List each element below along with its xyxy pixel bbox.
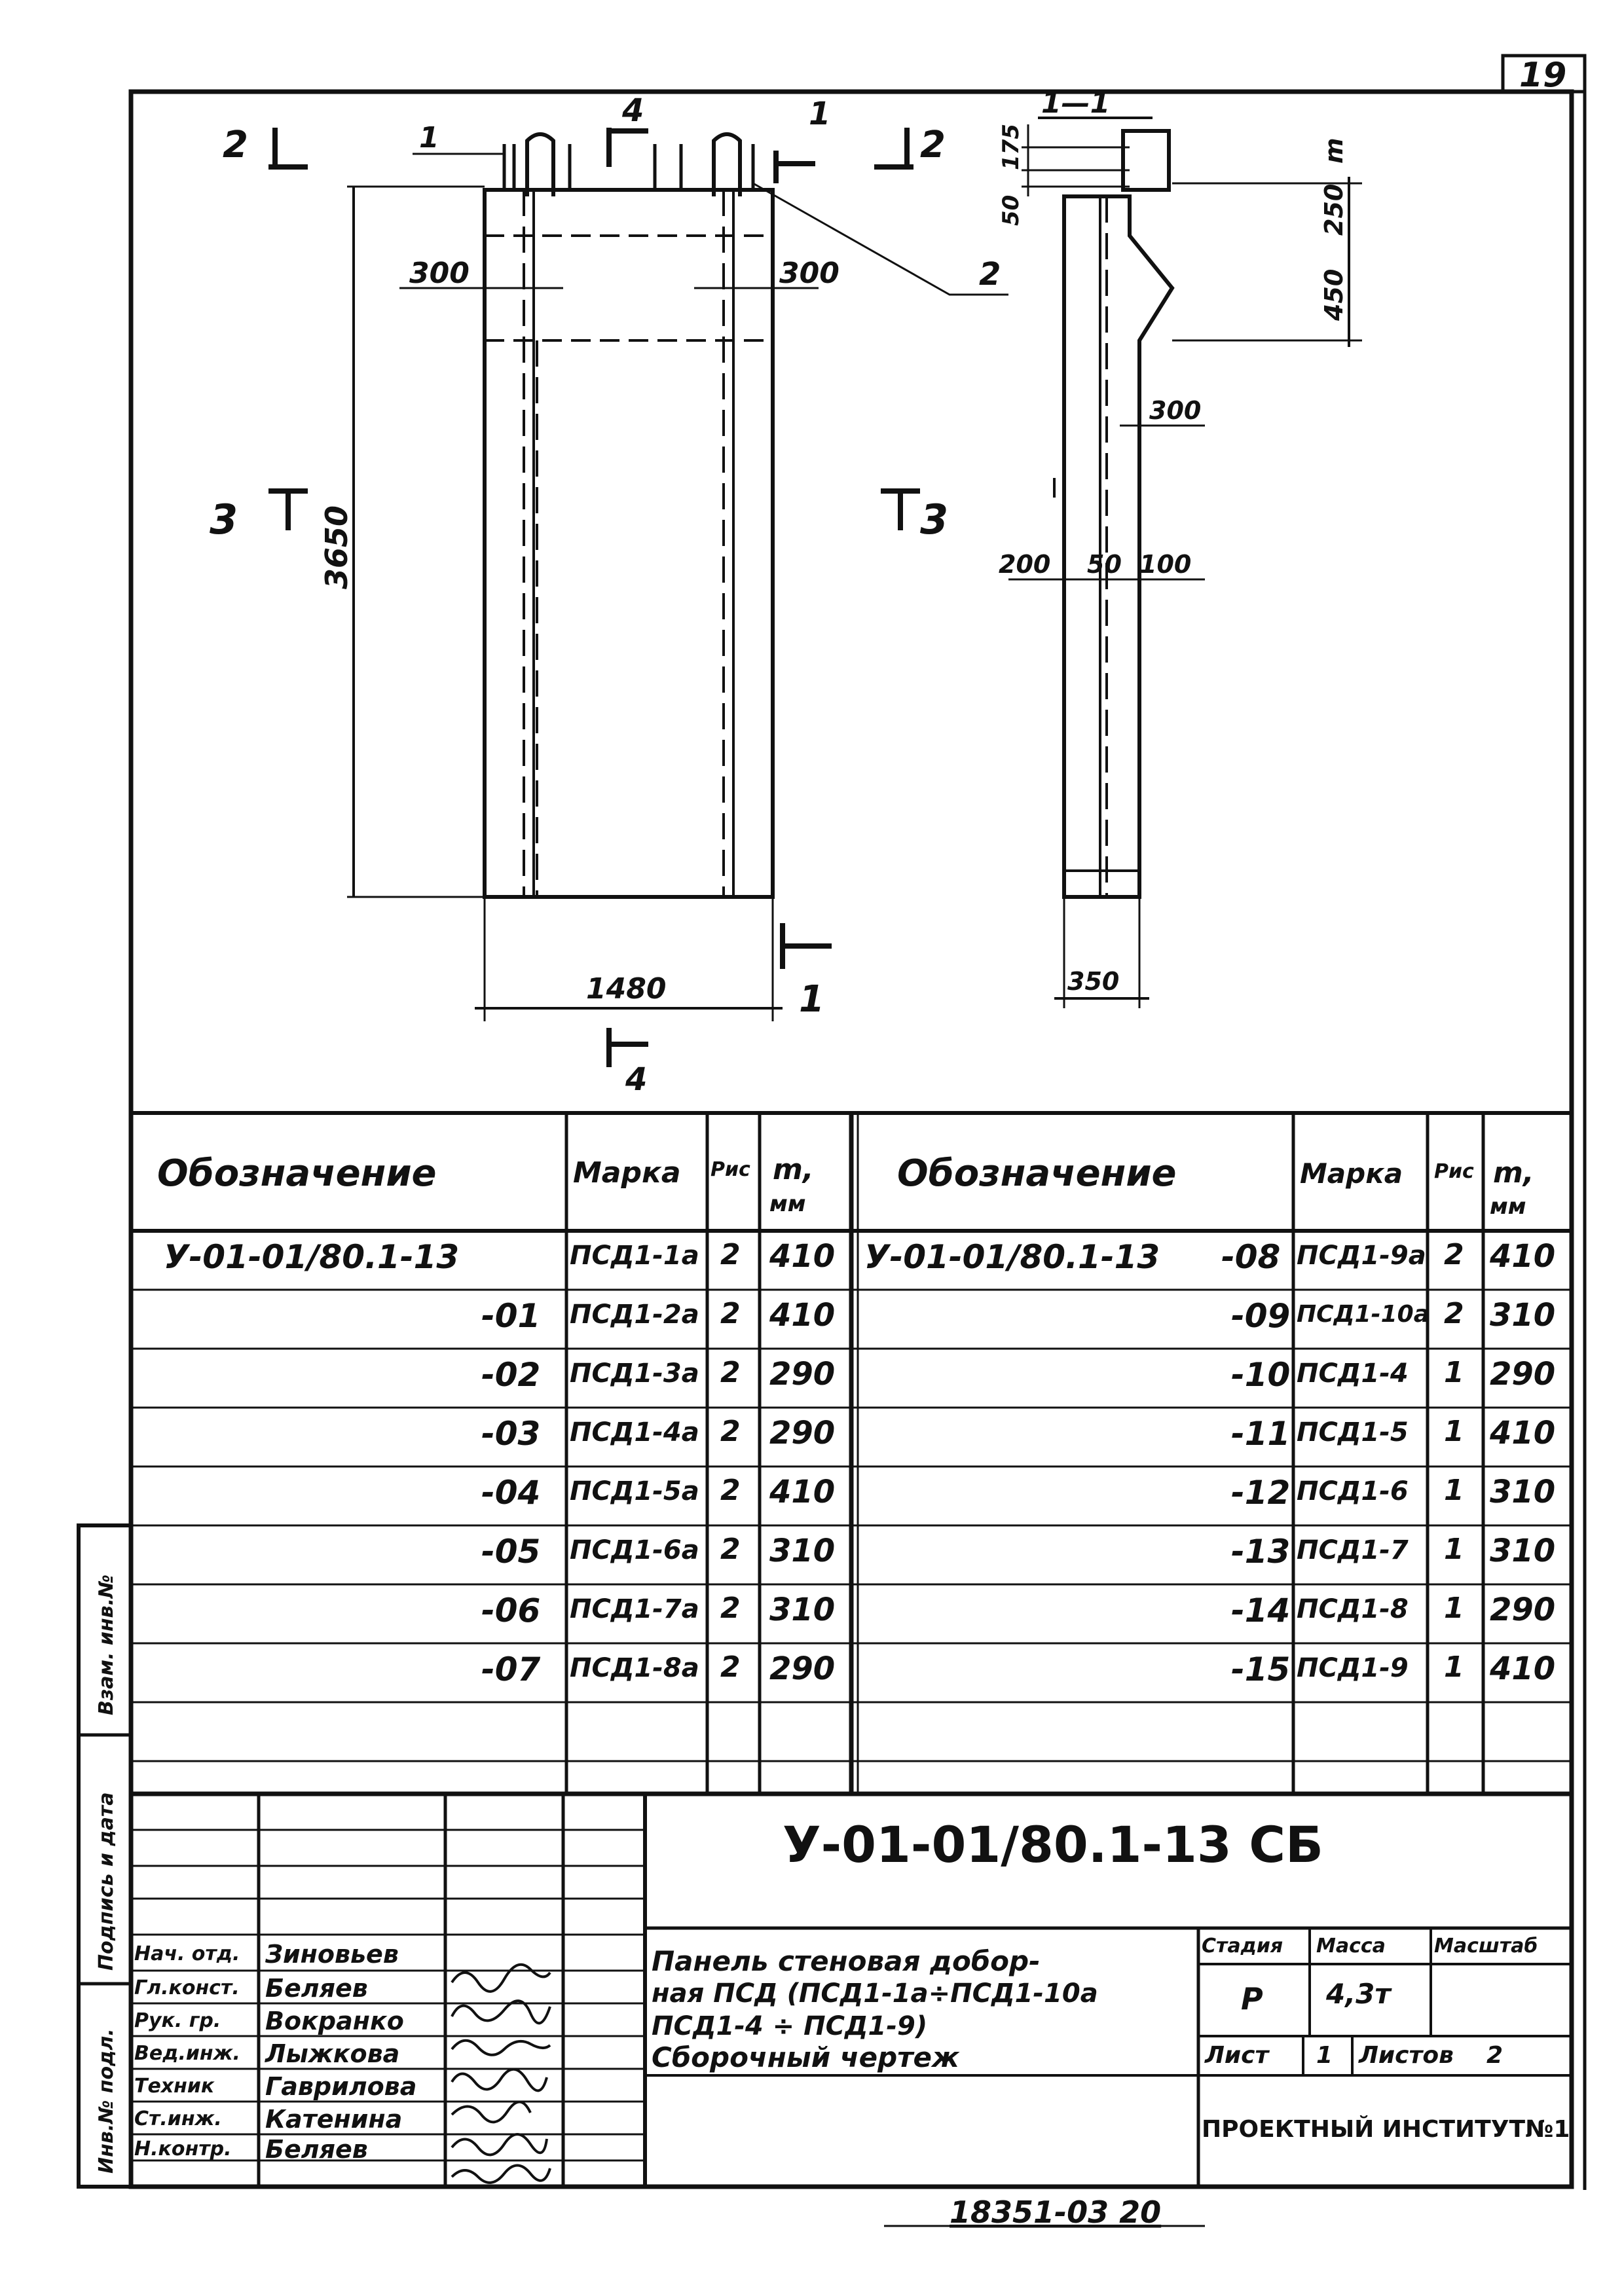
sheet-value: 1 xyxy=(1316,2042,1333,2069)
table-row-fig: 2 xyxy=(720,1415,741,1448)
header-fig-left: Рис xyxy=(710,1158,750,1181)
sheets-label: Листов xyxy=(1359,2042,1454,2069)
dim-50b: 50 xyxy=(1087,550,1122,579)
inv-orig-label: Инв.№ подл. xyxy=(95,2028,118,2174)
dim-300-right: 300 xyxy=(779,257,840,290)
signature-role: Вед.инж. xyxy=(134,2042,240,2065)
signature-name: Гаврилова xyxy=(265,2072,417,2101)
header-m-right: m, xyxy=(1493,1156,1534,1190)
dim-1480: 1480 xyxy=(586,972,667,1006)
section-2-right: 2 xyxy=(920,124,946,166)
signature-role: Нач. отд. xyxy=(134,1942,240,1965)
table-row-suffix: -02 xyxy=(481,1356,541,1394)
sheet-label: Лист xyxy=(1205,2042,1269,2069)
stage-label: Стадия xyxy=(1202,1935,1283,1958)
section-1-1-title: 1—1 xyxy=(1041,86,1111,120)
section-2-left: 2 xyxy=(223,124,248,166)
table-row-m: 310 xyxy=(769,1592,836,1628)
dim-300-side: 300 xyxy=(1149,396,1202,425)
spec-table-grid xyxy=(131,1113,1572,1794)
table-row-fig: 2 xyxy=(720,1650,741,1684)
table-row-fig: 1 xyxy=(1444,1415,1464,1448)
table-row-suffix: -09 xyxy=(1231,1297,1291,1335)
signature-scribbles xyxy=(452,1965,550,2183)
table-row-m: 290 xyxy=(1490,1356,1556,1393)
header-mm-left: мм xyxy=(769,1191,806,1217)
section-1-top: 1 xyxy=(809,96,831,132)
table-row-suffix: -14 xyxy=(1231,1592,1291,1630)
table-row-mark: ПСД1-5а xyxy=(570,1476,699,1506)
table-row-m: 410 xyxy=(769,1474,836,1510)
signature-name: Зиновьев xyxy=(265,1940,399,1969)
table-row-m: 310 xyxy=(1490,1297,1556,1334)
table-row-suffix: -08 xyxy=(1221,1238,1281,1276)
header-designation-left: Обозначение xyxy=(157,1152,437,1195)
signature-name: Лыжкова xyxy=(265,2039,400,2068)
table-row-m: 290 xyxy=(769,1356,836,1393)
header-mark-left: Марка xyxy=(573,1156,681,1190)
section-3-left: 3 xyxy=(210,496,238,543)
dim-3650: 3650 xyxy=(319,505,354,589)
table-row-fig: 2 xyxy=(720,1238,741,1271)
description-line-3: ПСД1-4 ÷ ПСД1-9) xyxy=(652,2011,928,2041)
table-row-fig: 2 xyxy=(720,1297,741,1330)
table-row-suffix: -03 xyxy=(481,1415,541,1453)
table-row-suffix: -05 xyxy=(481,1533,541,1571)
dim-200: 200 xyxy=(999,550,1051,579)
signature-name: Катенина xyxy=(265,2105,403,2134)
table-row-fig: 1 xyxy=(1444,1533,1464,1566)
organization-name: ПРОЕКТНЫЙ ИНСТИТУТ№1 xyxy=(1202,2116,1570,2143)
table-row-m: 290 xyxy=(1490,1592,1556,1628)
table-row-fig: 2 xyxy=(720,1533,741,1566)
section-1-bottom: 1 xyxy=(799,978,824,1021)
table-row-fig: 1 xyxy=(1444,1592,1464,1625)
signature-role: Ст.инж. xyxy=(134,2107,222,2130)
description-line-4: Сборочный чертеж xyxy=(652,2041,959,2073)
section-4-bottom: 4 xyxy=(625,1061,648,1098)
table-row-suffix: -13 xyxy=(1231,1533,1291,1571)
table-row-m: 410 xyxy=(1490,1650,1556,1687)
table-row-fig: 2 xyxy=(720,1356,741,1389)
table-row-fig: 1 xyxy=(1444,1650,1464,1684)
section-3-right: 3 xyxy=(920,496,949,543)
table-row-fig: 2 xyxy=(1444,1297,1464,1330)
footer-code: 18351-03 20 xyxy=(950,2195,1162,2230)
signature-name: Беляев xyxy=(265,2135,368,2164)
description-line-1: Панель стеновая добор- xyxy=(652,1945,1041,1977)
header-designation-right: Обозначение xyxy=(897,1152,1177,1195)
table-row-fig: 1 xyxy=(1444,1474,1464,1507)
table-row-suffix: -15 xyxy=(1231,1650,1291,1688)
stage-value: Р xyxy=(1241,1981,1263,2016)
table-row-suffix: -04 xyxy=(481,1474,541,1512)
page-number: 19 xyxy=(1519,56,1567,95)
description-line-2: ная ПСД (ПСД1-1а÷ПСД1-10а xyxy=(652,1978,1098,2009)
left-base-designation: У-01-01/80.1-13 xyxy=(164,1238,460,1276)
signature-role: Гл.конст. xyxy=(134,1977,240,1999)
table-row-fig: 2 xyxy=(1444,1238,1464,1271)
dim-50: 50 xyxy=(998,194,1024,226)
mass-value: 4,3т xyxy=(1326,1978,1391,2010)
scale-label: Масштаб xyxy=(1434,1935,1538,1958)
table-row-fig: 2 xyxy=(720,1474,741,1507)
sheets-value: 2 xyxy=(1486,2042,1504,2069)
table-row-suffix: -01 xyxy=(481,1297,541,1335)
table-row-mark: ПСД1-6 xyxy=(1297,1476,1409,1506)
table-row-mark: ПСД1-8 xyxy=(1297,1594,1409,1624)
table-row-mark: ПСД1-5 xyxy=(1297,1417,1409,1448)
table-row-suffix: -07 xyxy=(481,1650,541,1688)
table-row-mark: ПСД1-4а xyxy=(570,1417,699,1448)
signature-role: Техник xyxy=(134,2075,215,2098)
table-row-suffix: -10 xyxy=(1231,1356,1291,1394)
table-row-suffix: -12 xyxy=(1231,1474,1291,1512)
header-mm-right: мм xyxy=(1490,1194,1526,1220)
section-4-top: 4 xyxy=(622,92,644,129)
document-code: У-01-01/80.1-13 СБ xyxy=(783,1815,1323,1874)
table-row-m: 290 xyxy=(769,1415,836,1451)
sign-date-label: Подпись и дата xyxy=(95,1792,118,1971)
table-row-m: 410 xyxy=(1490,1415,1556,1451)
table-row-fig: 2 xyxy=(720,1592,741,1625)
dim-450: 450 xyxy=(1320,268,1348,321)
table-row-m: 310 xyxy=(1490,1533,1556,1569)
table-row-suffix: -11 xyxy=(1231,1415,1291,1453)
table-row-mark: ПСД1-4 xyxy=(1297,1358,1409,1389)
header-fig-right: Рис xyxy=(1434,1160,1474,1183)
table-row-mark: ПСД1-9а xyxy=(1297,1241,1426,1271)
table-row-mark: ПСД1-6а xyxy=(570,1535,699,1565)
dim-175: 175 xyxy=(998,124,1024,170)
header-mark-right: Марка xyxy=(1300,1157,1403,1190)
table-row-mark: ПСД1-10а xyxy=(1297,1301,1430,1328)
dim-300-left: 300 xyxy=(409,257,470,290)
header-m-left: m, xyxy=(773,1153,814,1186)
signature-role: Рук. гр. xyxy=(134,2009,221,2032)
table-row-mark: ПСД1-7а xyxy=(570,1594,699,1624)
dim-350: 350 xyxy=(1067,967,1120,996)
leader-2-label: 2 xyxy=(979,256,1001,293)
signature-name: Беляев xyxy=(265,1974,368,2003)
interchange-label: Взам. инв.№ xyxy=(95,1574,118,1715)
right-base-designation: У-01-01/80.1-13 xyxy=(864,1238,1160,1276)
dim-250: 250 xyxy=(1320,183,1348,236)
table-row-m: 310 xyxy=(1490,1474,1556,1510)
leader-1-label: 1 xyxy=(419,121,439,155)
dim-m: m xyxy=(1320,137,1348,164)
table-row-suffix: -06 xyxy=(481,1592,541,1630)
table-row-mark: ПСД1-7 xyxy=(1297,1535,1409,1565)
dim-100: 100 xyxy=(1139,550,1192,579)
table-row-mark: ПСД1-1а xyxy=(570,1241,699,1271)
signature-role: Н.контр. xyxy=(134,2138,232,2160)
table-row-mark: ПСД1-8а xyxy=(570,1653,699,1683)
signature-name: Вокранко xyxy=(265,2007,404,2035)
table-row-m: 290 xyxy=(769,1650,836,1687)
table-row-m: 410 xyxy=(1490,1238,1556,1275)
mass-label: Масса xyxy=(1316,1935,1386,1958)
table-row-mark: ПСД1-9 xyxy=(1297,1653,1409,1683)
table-row-fig: 1 xyxy=(1444,1356,1464,1389)
table-row-mark: ПСД1-2а xyxy=(570,1300,699,1330)
table-row-m: 410 xyxy=(769,1238,836,1275)
table-row-m: 310 xyxy=(769,1533,836,1569)
table-row-m: 410 xyxy=(769,1297,836,1334)
table-row-mark: ПСД1-3а xyxy=(570,1358,699,1389)
